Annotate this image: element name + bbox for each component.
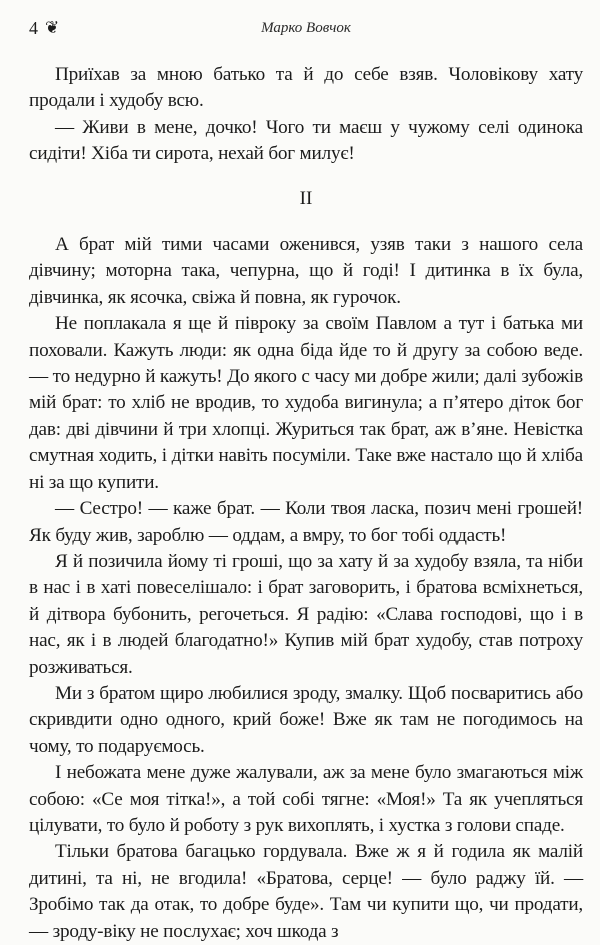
page-header	[29, 18, 583, 42]
paragraph: Ми з братом щиро любилися зроду, змалку. Щоб посваритись або скривдити одно одного, крий боже! Вже як там не погодимось на чому, то подаруємось.	[29, 682, 583, 757]
paragraph: Не поплакала я ще й півроку за своїм Павлом а тут і батька ми поховали. Кажуть люди: як одна біда йде то й другу за собою веде. — то недурно й кажуть! До якого с часу ми добре жили; далі зубожів мій брат: то хліб не вродив, то худоба вигинула; а п’ятеро діток бог дав: дві дівчини й три хлопці. Журиться так брат, аж в’яне. Невістка смутная ходить, і дітки навіть посуміли. Таке вже настало що й хліба ні за що купити.	[29, 313, 583, 493]
paragraph: І небожата мене дуже жалували, аж за мене було змагаються між собою: «Се моя тітка!», а той собі тягне: «Моя!» Та як учепляться цілувати, то було й роботу з рук вихоплять, і хустка з голови спаде.	[29, 762, 583, 836]
paragraph: — Сестро! — каже брат. — Коли твоя ласка, позич мені грошей! Як буду жив, зароблю — оддам, а вмру, то бог тобі оддасть!	[29, 498, 583, 546]
running-title: Марко Вовчок	[261, 20, 351, 36]
page-body	[29, 62, 583, 945]
paragraph: Я й позичила йому ті гроші, що за хату й за худобу взяла, та ніби в нас і в хаті повеселішало: і брат заговорить, і братова всміхнеться, й дітвора бубонить, регочеться. Я радію: «Слава господові, що і в нас, як і в людей благодатно!» Купив мій брат худобу, став потроху розживаться.	[29, 550, 583, 678]
fleuron-ornament-icon: ❦	[45, 18, 60, 37]
chapter-heading: II	[299, 187, 313, 209]
paragraph: Приїхав за мною батько та й до себе взяв. Чоловікову хату продали і худобу всю.	[29, 64, 583, 112]
paragraph: — Живи в мене, дочко! Чого ти маєш у чужому селі одинока сидіти! Хіба ти сирота, нехай бог милує!	[29, 116, 583, 165]
paragraph: А брат мій тими часами оженився, узяв таки з нашого села дівчину; моторна така, чепурна, що й годі! І дитинка в їх була, дівчинка, як ясочка, свіжа й повна, як гурочок.	[29, 234, 583, 308]
page-number: 4	[29, 18, 38, 38]
paragraph: Тільки братова багацько гордувала. Вже ж я й годила як малій дитині, та ні, не вгодила! «Братова, серце! — було раджу їй. — Зробімо так да отак, то добре буде». Там чи купити що, чи продати, — зроду-віку не послухає; хоч шкода з	[29, 841, 583, 942]
